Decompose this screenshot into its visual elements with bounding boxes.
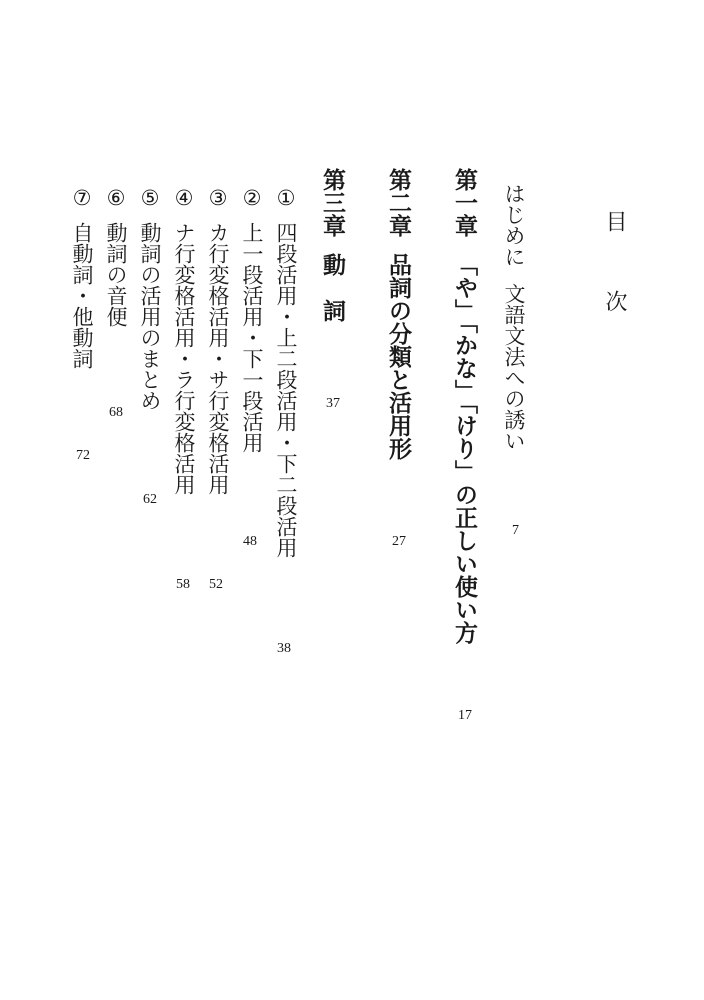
toc-section-7-mark: ⑦ [70, 186, 94, 210]
toc-chapter-3-label: 第三章 [319, 168, 345, 237]
toc-title: 目 次 [602, 210, 627, 330]
toc-section-3 [207, 186, 228, 495]
toc-chapter-3 [320, 168, 343, 322]
toc-section-4 [173, 186, 194, 495]
toc-section-1-page: 38 [277, 641, 291, 656]
toc-chapter-2-label: 第二章 [385, 168, 411, 237]
toc-section-5 [139, 186, 160, 411]
toc-chapter-2-title: 品詞の分類と活用形 [385, 253, 411, 460]
toc-section-4-mark: ④ [172, 186, 196, 210]
toc-section-5-mark: ⑤ [138, 186, 162, 210]
toc-section-4-title: ナ行変格活用・ラ行変格活用 [172, 222, 196, 495]
toc-intro-page: 7 [512, 523, 519, 538]
toc-section-1-mark: ① [274, 186, 298, 210]
toc-chapter-1-title: 「や」「かな」「けり」の正しい使い方 [451, 253, 477, 644]
toc-chapter-3-title: 動 詞 [319, 253, 345, 322]
toc-section-5-title: 動詞の活用のまとめ [138, 222, 162, 411]
toc-section-3-title: カ行変格活用・サ行変格活用 [206, 222, 230, 495]
toc-chapter-1-label: 第一章 [451, 168, 477, 237]
toc-section-5-page: 62 [143, 492, 157, 507]
toc-section-2-mark: ② [240, 186, 264, 210]
toc-section-7-title: 自動詞・他動詞 [70, 222, 94, 369]
toc-section-1-title: 四段活用・上二段活用・下二段活用 [274, 222, 298, 558]
toc-section-7 [71, 186, 92, 369]
toc-chapter-2-page: 27 [392, 534, 406, 549]
toc-chapter-1 [452, 168, 475, 644]
toc-section-2 [241, 186, 262, 453]
toc-section-6-title: 動詞の音便 [104, 222, 128, 327]
toc-section-3-page: 52 [209, 577, 223, 592]
toc-section-4-page: 58 [176, 577, 190, 592]
toc-chapter-2 [386, 168, 409, 460]
toc-section-1 [275, 186, 296, 558]
toc-section-7-page: 72 [76, 448, 90, 463]
toc-section-2-title: 上一段活用・下一段活用 [240, 222, 264, 453]
toc-section-6-mark: ⑥ [104, 186, 128, 210]
toc-section-6-page: 68 [109, 405, 123, 420]
toc-intro [503, 183, 524, 451]
toc-intro-title: 文語文法への誘い [502, 283, 526, 451]
toc-chapter-3-page: 37 [326, 396, 340, 411]
toc-intro-label: はじめに [502, 183, 526, 267]
toc-section-2-page: 48 [243, 534, 257, 549]
toc-chapter-1-page: 17 [458, 708, 472, 723]
toc-section-6 [105, 186, 126, 327]
toc-section-3-mark: ③ [206, 186, 230, 210]
